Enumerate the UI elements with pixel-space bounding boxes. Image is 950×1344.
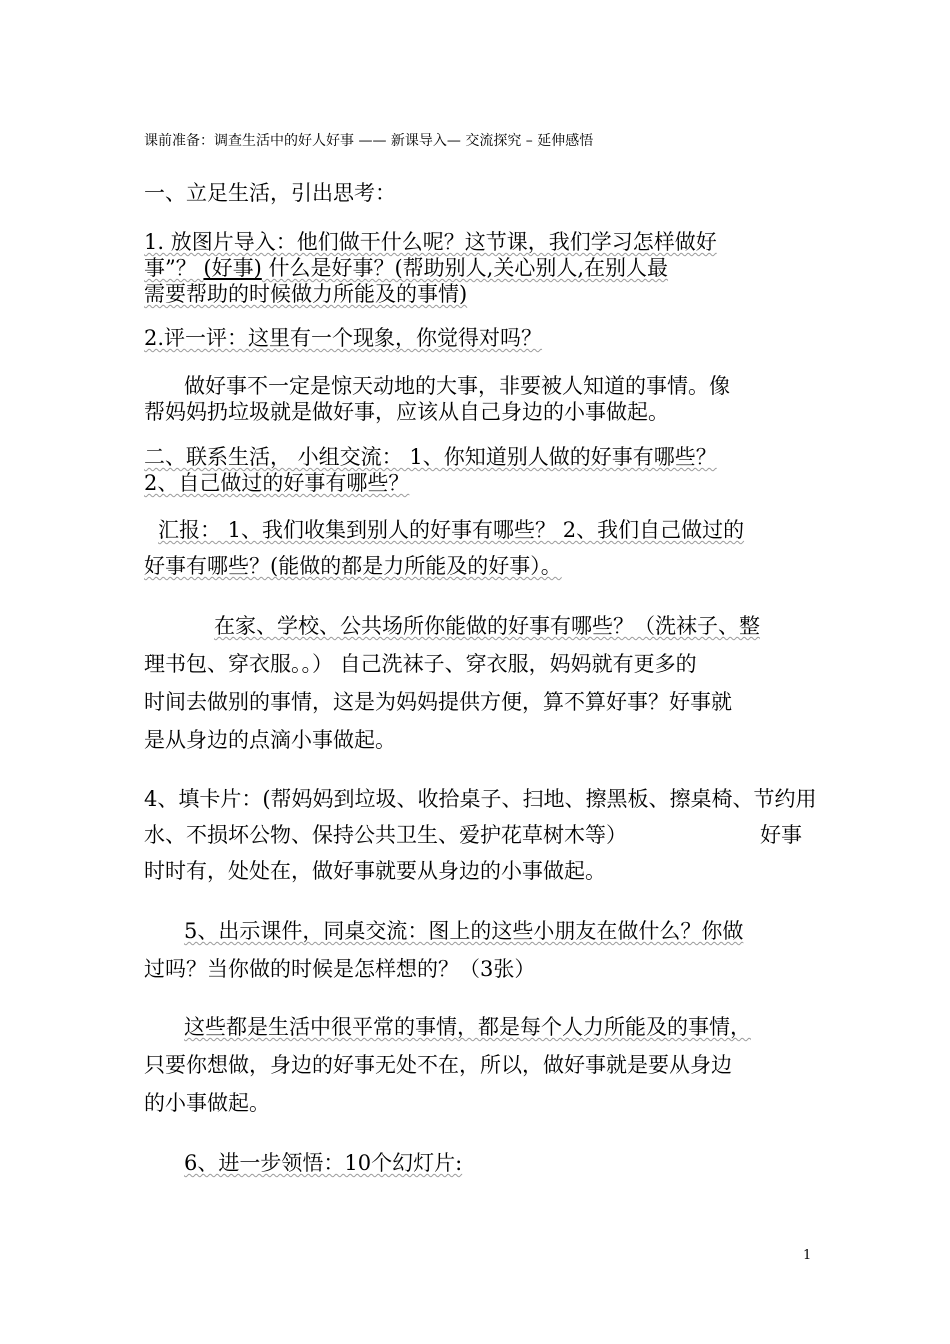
para-8-line-3: 的小事做起。 xyxy=(144,1091,270,1115)
para-1-line-2a: 事”？ xyxy=(144,256,204,280)
page-number: 1 xyxy=(803,1248,812,1263)
para-1-answer: (好事) xyxy=(203,256,262,280)
section-2-line-2: 2、自己做过的好事有哪些？ xyxy=(144,471,410,495)
para-9-line-1: 6、进一步领悟：10个幻灯片: xyxy=(184,1151,463,1175)
para-3-line-2: 帮妈妈扔垃圾就是做好事，应该从自己身边的小事做起。 xyxy=(144,400,669,424)
section-1-title: 一、立足生活，引出思考： xyxy=(144,181,396,205)
para-6-line-3: 时时有，处处在，做好事就要从身边的小事做起。 xyxy=(144,859,606,883)
para-1-line-3: 需要帮助的时候做力所能及的事情) xyxy=(144,282,468,306)
para-1-line-2 xyxy=(144,255,668,281)
para-2-line-1: 2.评一评：这里有一个现象，你觉得对吗？ xyxy=(144,326,543,350)
para-5-line-2: 理书包、穿衣服。。） 自己洗袜子、穿衣服，妈妈就有更多的 xyxy=(144,652,697,676)
para-8-line-2: 只要你想做，身边的好事无处不在，所以，做好事就是要从身边 xyxy=(144,1053,732,1077)
para-5-line-1: 在家、学校、公共场所你能做的好事有哪些？（洗袜子、整 xyxy=(214,614,760,638)
para-1-line-1: 1. 放图片导入：他们做干什么呢？这节课，我们学习怎样做好 xyxy=(144,230,717,254)
para-6-line-2-end: 好事 xyxy=(760,823,802,847)
para-5-line-4: 是从身边的点滴小事做起。 xyxy=(144,728,396,752)
para-8-line-1: 这些都是生活中很平常的事情，都是每个人力所能及的事情， xyxy=(184,1015,751,1039)
para-7-line-1: 5、出示课件，同桌交流：图上的这些小朋友在做什么？你做 xyxy=(184,919,744,943)
para-4-line-1: 汇报： 1、我们收集到别人的好事有哪些？ 2、我们自己做过的 xyxy=(158,518,745,542)
section-2-line-1: 二、联系生活， 小组交流： 1、你知道别人做的好事有哪些？ xyxy=(144,445,717,469)
para-3-line-1: 做好事不一定是惊天动地的大事，非要被人知道的事情。像 xyxy=(184,374,730,398)
para-6-line-2: 水、不损坏公物、保持公共卫生、爱护花草树木等） xyxy=(144,823,627,847)
para-5-line-3: 时间去做别的事情，这是为妈妈提供方便，算不算好事？好事就 xyxy=(144,690,732,714)
para-1-line-2c: 什么是好事？(帮助别人,关心别人,在别人最 xyxy=(261,256,669,280)
para-6-line-1: 4、填卡片：(帮妈妈到垃圾、收拾桌子、扫地、擦黑板、擦桌椅、节约用 xyxy=(144,787,817,811)
header-line: 课前准备：调查生活中的好人好事 —— 新课导入— 交流探究 – 延伸感悟 xyxy=(144,133,594,149)
para-4-line-2: 好事有哪些？(能做的都是力所能及的好事）。 xyxy=(144,554,562,578)
para-7-line-2: 过吗？当你做的时候是怎样想的？（3张） xyxy=(144,957,536,981)
